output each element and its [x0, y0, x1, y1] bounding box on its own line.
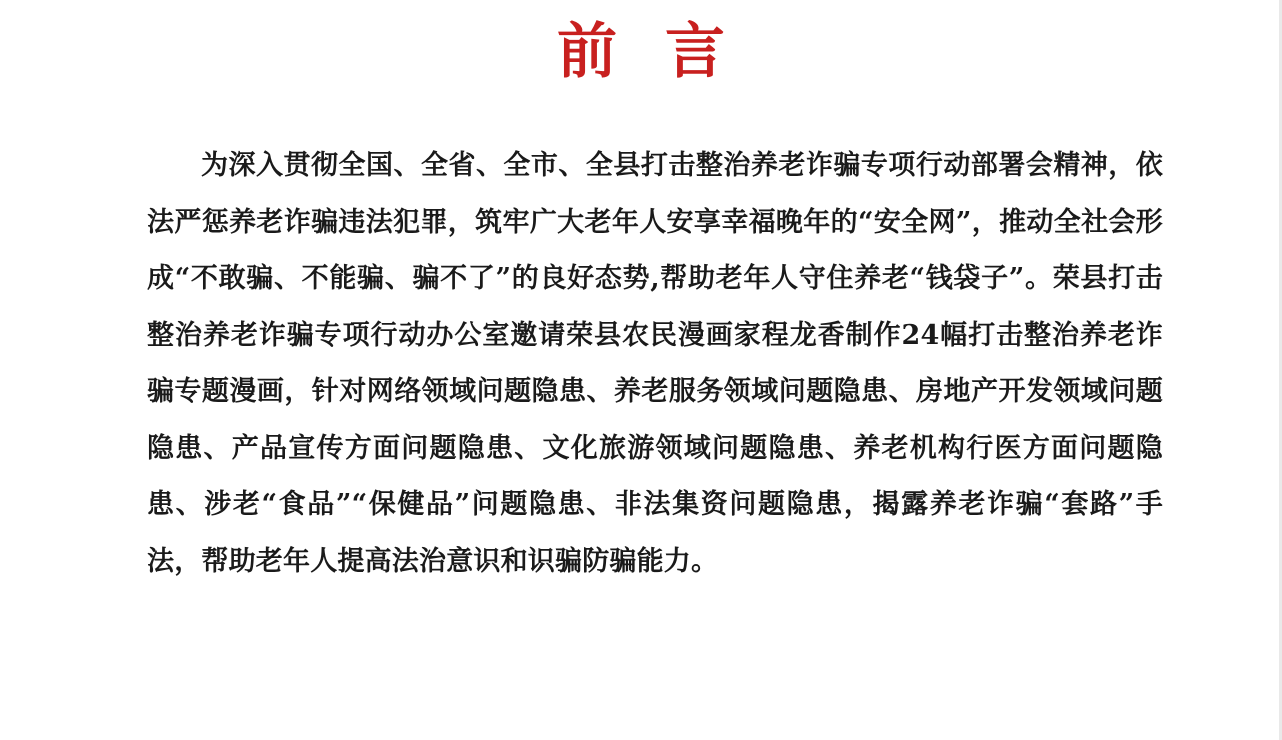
page-title: 前言: [557, 17, 773, 87]
preface-paragraph: 为深入贯彻全国、全省、全市、全县打击整治养老诈骗专项行动部署会精神，依法严惩养老诈骗违法犯罪，筑牢广大老年人安享幸福晚年的“安全网”，推动全社会形成“不敢骗、不能骗、骗不了”的良好态势,帮助老年人守住养老“钱袋子”。荣县打击整治养老诈骗专项行动办公室邀请荣县农民漫画家程龙香制作24幅打击整治养老诈骗专题漫画，针对网络领域问题隐患、养老服务领域问题隐患、房地产开发领域问题隐患、产品宣传方面问题隐患、文化旅游领域问题隐患、养老机构行医方面问题隐患、涉老“食品”“保健品”问题隐患、非法集资问题隐患，揭露养老诈骗“套路”手法，帮助老年人提高法治意识和识骗防骗能力。: [147, 150, 1163, 577]
